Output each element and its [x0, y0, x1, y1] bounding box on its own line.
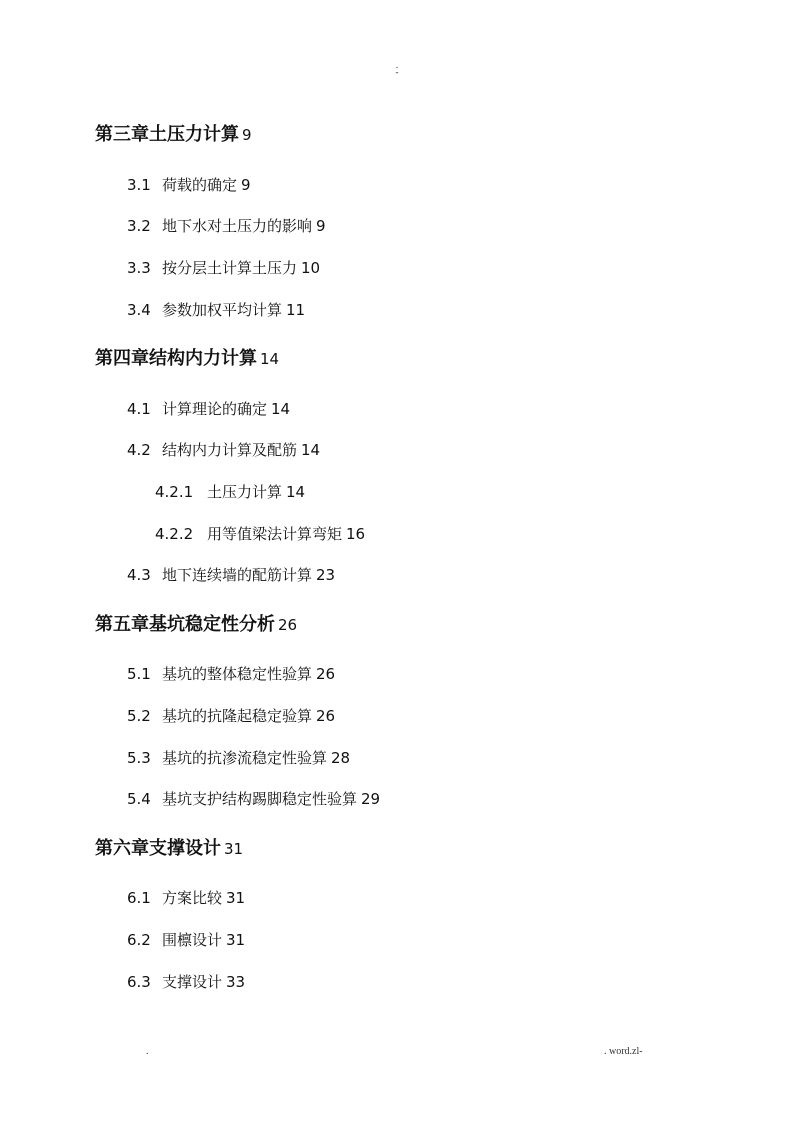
footer-left-mark: .	[146, 1046, 149, 1057]
toc-number: 3.2	[127, 217, 151, 235]
toc-number: 3.3	[127, 259, 151, 277]
toc-title: 基坑的整体稳定性验算	[162, 665, 313, 683]
toc-section-6-3[interactable]	[127, 970, 245, 994]
toc-number: 6.1	[127, 889, 151, 907]
toc-number: 4.2.2	[155, 525, 194, 543]
toc-number: 4.3	[127, 566, 151, 584]
toc-number: 6.2	[127, 931, 151, 949]
toc-page-number: 29	[361, 790, 381, 808]
toc-title: 地下连续墙的配筋计算	[162, 566, 313, 584]
toc-title: 基坑的抗渗流稳定性验算	[162, 749, 328, 767]
toc-section-3-3[interactable]	[127, 256, 320, 280]
toc-title: 基坑支护结构踢脚稳定性验算	[162, 790, 358, 808]
toc-page-number: 9	[242, 126, 252, 144]
toc-title: 按分层土计算土压力	[162, 259, 298, 277]
toc-title: 土压力计算	[207, 483, 283, 501]
toc-number: 6.3	[127, 973, 151, 991]
toc-title: 参数加权平均计算	[162, 301, 283, 319]
toc-page-number: 10	[301, 259, 321, 277]
toc-chapter-5[interactable]	[95, 613, 297, 637]
toc-section-5-4[interactable]	[127, 787, 380, 811]
toc-title: 支撑设计	[162, 973, 223, 991]
toc-number: 4.2.1	[155, 483, 194, 501]
toc-title: 第四章结构内力计算	[95, 348, 257, 369]
toc-section-3-1[interactable]	[127, 173, 251, 197]
toc-title: 围檩设计	[162, 931, 223, 949]
toc-title: 地下水对土压力的影响	[162, 217, 313, 235]
toc-section-3-4[interactable]	[127, 298, 305, 322]
toc-section-5-2[interactable]	[127, 704, 335, 728]
toc-section-5-3[interactable]	[127, 746, 350, 770]
header-mark-text: . -	[395, 60, 399, 77]
toc-section-4-2[interactable]	[127, 438, 320, 462]
toc-section-3-2[interactable]	[127, 214, 326, 238]
toc-page-number: 26	[278, 616, 298, 634]
toc-number: 5.2	[127, 707, 151, 725]
toc-page-number: 14	[271, 400, 291, 418]
toc-number: 4.1	[127, 400, 151, 418]
toc-page-number: 14	[301, 441, 321, 459]
toc-section-4-3[interactable]	[127, 563, 335, 587]
toc-page-number: 26	[316, 707, 336, 725]
toc-page-number: 31	[226, 931, 246, 949]
toc-chapter-3[interactable]	[95, 123, 252, 147]
toc-page-number: 28	[331, 749, 351, 767]
toc-page-number: 31	[224, 840, 244, 858]
toc-page-number: 26	[316, 665, 336, 683]
toc-section-4-1[interactable]	[127, 397, 290, 421]
toc-number: 5.1	[127, 665, 151, 683]
toc-subsection-4-2-1[interactable]	[155, 480, 305, 504]
toc-title: 方案比较	[162, 889, 223, 907]
toc-subsection-4-2-2[interactable]	[155, 522, 365, 546]
toc-page-number: 9	[241, 176, 251, 194]
toc-section-5-1[interactable]	[127, 662, 335, 686]
toc-page-number: 23	[316, 566, 336, 584]
toc-number: 5.4	[127, 790, 151, 808]
toc-title: 计算理论的确定	[162, 400, 268, 418]
toc-title: 荷载的确定	[162, 176, 238, 194]
toc-title: 第五章基坑稳定性分析	[95, 614, 275, 635]
toc-number: 4.2	[127, 441, 151, 459]
toc-page-number: 16	[346, 525, 366, 543]
toc-page-number: 33	[226, 973, 246, 991]
toc-title: 第三章土压力计算	[95, 124, 239, 145]
toc-number: 5.3	[127, 749, 151, 767]
toc-title: 用等值梁法计算弯矩	[207, 525, 343, 543]
toc-section-6-1[interactable]	[127, 886, 245, 910]
toc-page-number: 14	[286, 483, 306, 501]
toc-number: 3.1	[127, 176, 151, 194]
toc-chapter-4[interactable]	[95, 347, 279, 371]
toc-title: 结构内力计算及配筋	[162, 441, 298, 459]
toc-title: 第六章支撑设计	[95, 838, 221, 859]
toc-page-number: 11	[286, 301, 306, 319]
toc-page-number: 31	[226, 889, 246, 907]
toc-section-6-2[interactable]	[127, 928, 245, 952]
toc-number: 3.4	[127, 301, 151, 319]
toc-page-number: 14	[260, 350, 280, 368]
toc-title: 基坑的抗隆起稳定验算	[162, 707, 313, 725]
toc-chapter-6[interactable]	[95, 837, 243, 861]
footer-watermark: . word.zl-	[604, 1046, 643, 1057]
toc-page-number: 9	[316, 217, 326, 235]
header-mark	[393, 62, 401, 76]
